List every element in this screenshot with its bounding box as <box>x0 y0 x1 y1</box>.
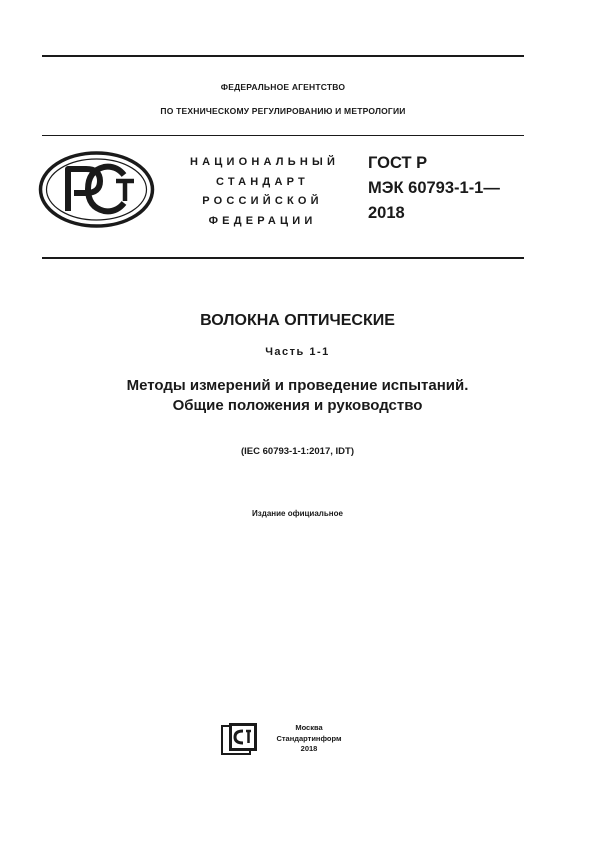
agency-name-line2: ПО ТЕХНИЧЕСКОМУ РЕГУЛИРОВАНИЮ И МЕТРОЛОГИИ <box>160 106 406 116</box>
standard-type-line: ФЕДЕРАЦИИ <box>208 214 317 227</box>
standard-designation <box>368 151 500 226</box>
standard-type-line: СТАНДАРТ <box>216 175 309 188</box>
part-number: Часть 1-1 <box>265 346 330 358</box>
rst-certification-mark-icon <box>38 151 155 228</box>
publisher-name: Стандартинформ <box>276 733 342 743</box>
standartinform-logo-icon <box>221 722 261 756</box>
publisher-city: Москва <box>295 723 323 732</box>
document-subtitle <box>0 376 595 416</box>
standard-type-line: НАЦИОНАЛЬНЫЙ <box>190 156 340 168</box>
header-bottom-rule <box>42 257 524 259</box>
edition-note: Издание официальное <box>252 509 343 518</box>
subtitle-line1: Методы измерений и проведение испытаний. <box>126 377 469 394</box>
publisher-block <box>274 723 344 755</box>
gost-line2: МЭК 60793-1-1— <box>368 179 500 197</box>
gost-line1: ГОСТ Р <box>368 154 428 172</box>
iec-reference: (IEC 60793-1-1:2017, IDT) <box>241 446 354 457</box>
standard-type-line: РОССИЙСКОЙ <box>202 195 323 207</box>
document-title: ВОЛОКНА ОПТИЧЕСКИЕ <box>200 312 395 329</box>
gost-line3: 2018 <box>368 204 405 222</box>
header-divider <box>42 135 524 136</box>
agency-name-line1: ФЕДЕРАЛЬНОЕ АГЕНТСТВО <box>220 82 346 92</box>
top-rule <box>42 55 524 57</box>
publication-year: 2018 <box>300 744 318 753</box>
national-standard-label <box>190 153 340 231</box>
subtitle-line2: Общие положения и руководство <box>172 397 423 414</box>
